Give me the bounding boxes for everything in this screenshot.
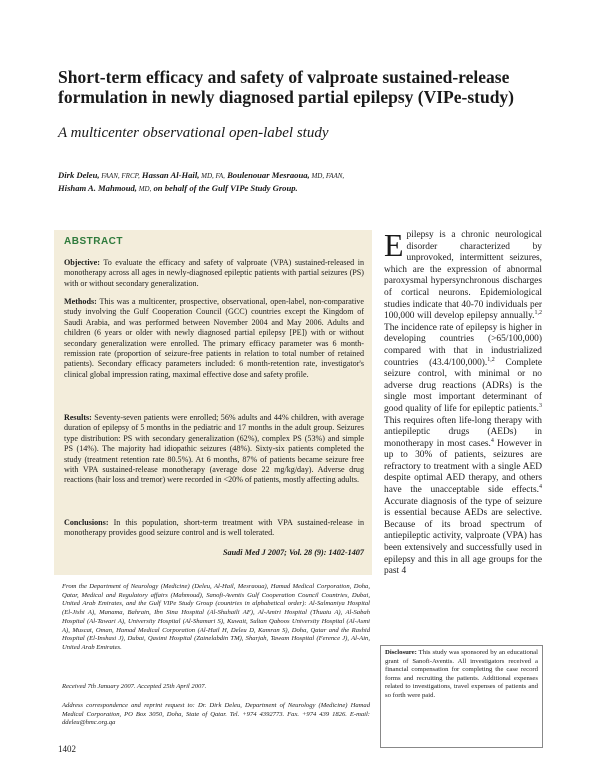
- abstract-objective: [64, 258, 364, 289]
- abstract-heading: ABSTRACT: [64, 236, 123, 247]
- affiliations: From the Department of Neurology (Medicine) (Deleu, Al-Hail, Mesraoua), Hamad Medical Corporation, Doha, Qatar, Medical and Regulatory affairs (Mahmoud), Sanofi-Aventis Gulf Cooperation Council Countries, Dubai, United Arab Emirates, and the Gulf VIPe Study Group (countries in alphabetical order): Al-Salmaniya Hospital (El-Jishi A), Manama, Bahrain, Ibn Sina Hospital (Al-Shuhaili AF), Al-Amiri Hospital (Thuaiu A), Al-Sabah Hospital (Al-Tawari A), University Hospital (Al-Shamari S), Kuwait, Sultan Qaboos University Hospital (Al-Asmi A), Muscat, Oman, Hamad Medical Corporation (Al-Hail H, Deleu D, Kamran S), Doha, Qatar and the Rashid Hospital (El-Inshasi J), Dubai, Qasimi Hospital (Zainelabdin TM), Sharjah, Tawam Hospital (Ference J), Al-Ain, United Arab Emirates.: [62, 583, 370, 651]
- author-list: [58, 169, 548, 195]
- results-label: Results:: [64, 413, 92, 422]
- author-name: Boulenouar Mesraoua,: [224, 170, 310, 180]
- reference-marker: 1,2: [534, 310, 542, 317]
- author-name: Dirk Deleu,: [58, 170, 100, 180]
- body-text: [384, 227, 543, 578]
- body-sentence: However in up to 30% of patients, seizures are refractory to treatment with a single AED despite optimal AED therapy, and others have the unacceptable side effects.: [384, 438, 542, 496]
- drop-cap: E: [384, 227, 404, 263]
- abstract-box: [54, 230, 372, 575]
- objective-label: Objective:: [64, 258, 100, 267]
- author-credentials: MD, FA,: [199, 172, 225, 180]
- article-title: Short-term efficacy and safety of valproate sustained-release formulation in newly diagnosed partial epilepsy (VIPe-study): [58, 67, 514, 107]
- methods-label: Methods:: [64, 297, 97, 306]
- body-sentence: Complete seizure control, with minimal or no adverse drug reactions (ADRs) is the single most important determinant of good quality of life for epileptic patients.: [384, 357, 543, 414]
- disclosure-label: Disclosure:: [385, 649, 417, 656]
- abstract-conclusions: [64, 518, 364, 539]
- author-credentials: MD, FAAN,: [309, 172, 345, 180]
- conclusions-label: Conclusions:: [64, 518, 109, 527]
- body-sentence: Accurate diagnosis of the type of seizure is essential because AEDs are selective. Because of its broad spectrum of antiepileptic activity, valproate (VPA) has been extensively and successfully used in epilepsy and this in all age groups for the past 4: [384, 496, 542, 577]
- author-name: Hisham A. Mahmoud,: [58, 183, 137, 193]
- author-credentials: MD,: [136, 185, 152, 193]
- page-number: 1402: [58, 744, 76, 754]
- disclosure-box: [380, 645, 543, 748]
- results-text: Seventy-seven patients were enrolled; 56% adults and 44% children, with average duration of epilepsy of 5 months in the pediatric and 17 months in the adult group. Seizures type distribution: PS with secondary generalization (62%), complex PS (53%) and simple PS (14%). The majority had idiopathic seizures (48%). Sixty-six patients completed the study (treatment retention rate 80.5%). At 6 months, 87% of patients became seizure free with VPA sustained-release monotherapy (average dose 22 mg/kg/day). Adverse drug reactions (hair loss and tremor) were recorded in <20% of patients, mostly affecting adults.: [64, 413, 364, 485]
- author-group: on behalf of the Gulf VIPe Study Group.: [151, 183, 298, 193]
- reference-marker: 1,2: [487, 356, 495, 363]
- reference-marker: 4: [490, 437, 494, 444]
- article-subtitle: A multicenter observational open-label study: [58, 125, 329, 141]
- methods-text: This was a multicenter, prospective, observational, open-label, non-comparative study involving the Gulf Cooperation Council (GCC) countries except the Kingdom of Saudi Arabia, and was performed between November 2004 and May 2006. Adults and children (6 years or older with newly diagnosed partial epilepsy [PE]) with or without secondary generalization were enrolled. The primary efficacy parameter was 6 month-remission rate (proportion of seizure-free patients in relation to total number of retained patients). Secondary efficacy parameters included: 6 month-retention rate, investigator's clinical global impression rating, maximal effective dose and safety profile.: [64, 297, 364, 379]
- body-sentence: This requires often life-long therapy with antiepileptic drugs (AEDs) in monotherapy in most cases.: [384, 415, 542, 449]
- body-sentence: pilepsy is a chronic neurological disorder characterized by unprovoked, intermittent seizures, which are the expression of abnormal paroxysmal hypersynchronous discharges of cortical neurons. Epidemiological studies indicate that 40-70 individuals per 100,000 will develop epilepsy annually.: [384, 230, 542, 322]
- abstract-methods: [64, 297, 364, 380]
- conclusions-text: In this population, short-term treatment with VPA sustained-release in monotherapy provides good seizure control and is well tolerated.: [64, 518, 364, 538]
- abstract-results: [64, 413, 364, 486]
- disclosure-text: This study was sponsored by an educational grant of Sanofi-Aventis. All investigators received a financial compensation for completing the case record forms and recruiting the patients. Additional expenses related to investigations, travel expenses of patients and so forth were paid.: [385, 649, 538, 699]
- received-dates: Received 7th January 2007. Accepted 25th April 2007.: [62, 683, 207, 690]
- author-credentials: FAAN, FRCP,: [99, 172, 140, 180]
- correspondence-address: Address correspondence and reprint request to: Dr. Dirk Deleu, Department of Neurology (Medicine) Hamad Medical Corporation, PO Box 3050, Doha, State of Qatar. Tel. +974 4392773. Fax. +974 439 1826. E-mail: ddeleu@hmc.org.qa: [62, 702, 370, 727]
- journal-citation: Saudi Med J 2007; Vol. 28 (9): 1402-1407: [222, 548, 364, 557]
- objective-text: To evaluate the efficacy and safety of valproate (VPA) sustained-released in monotherapy across all ages in newly-diagnosed epileptic patients with partial seizures (PS) with or without secondary generalization.: [64, 258, 364, 288]
- body-sentence: The incidence rate of epilepsy is higher in developing countries (>65/100,000) compared with that in industrialized countries (43.4/100,000).: [384, 322, 542, 368]
- author-name: Hassan Al-Hail,: [139, 170, 200, 180]
- reference-marker: 3: [539, 402, 542, 409]
- reference-marker: 4: [539, 483, 542, 490]
